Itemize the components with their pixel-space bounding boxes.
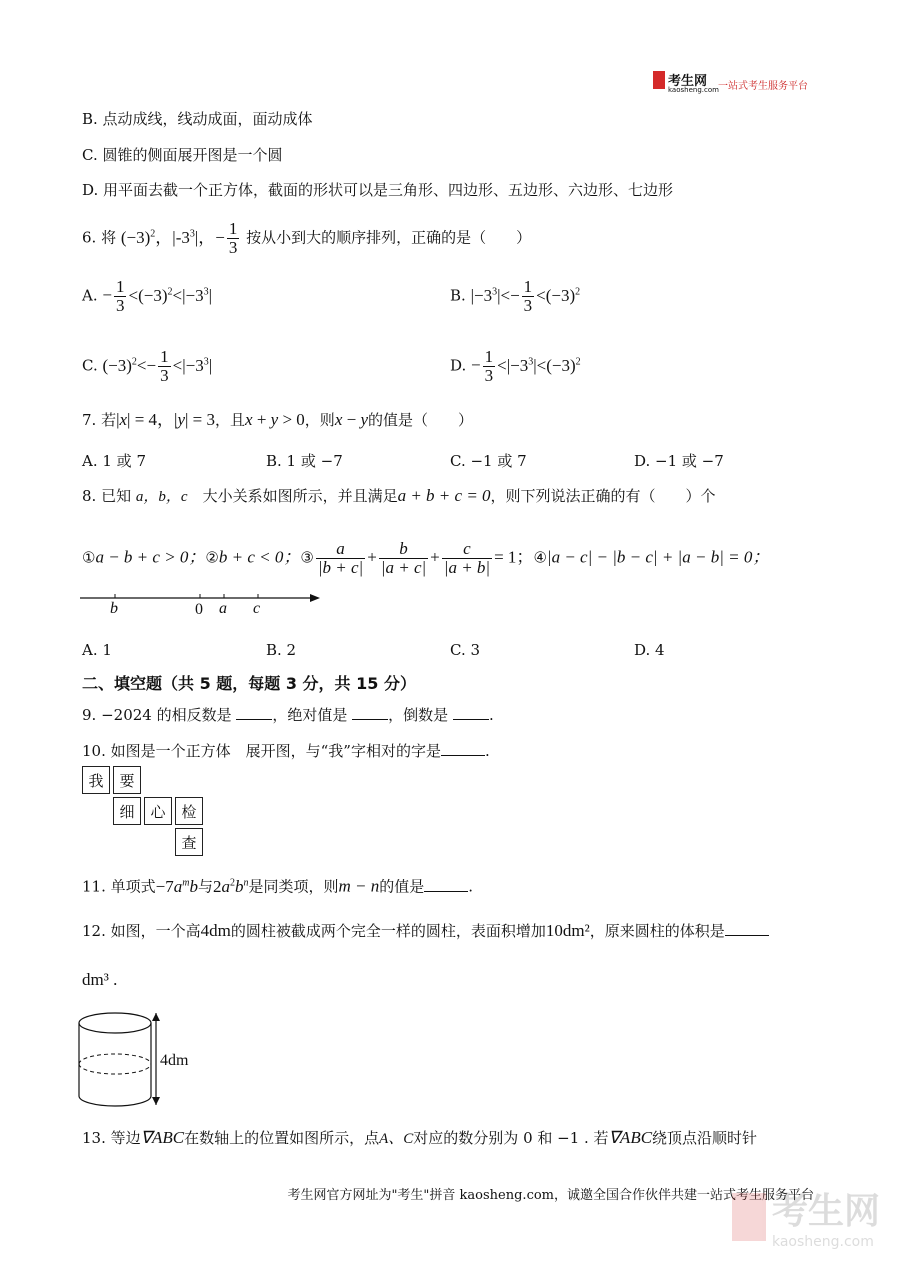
logo-sub: kaosheng.com bbox=[668, 86, 719, 94]
section-title: 二、填空题（共 5 题，每题 3 分，共 15 分） bbox=[82, 674, 416, 693]
q8-option-a: A. 1 bbox=[82, 641, 112, 659]
footer-text: 考生网官方网址为"考生"拼音 kaosheng.com，诚邀全国合作伙伴共建一站式考生服务平台 bbox=[287, 1188, 814, 1203]
q13: 13. 等边∇ABC在数轴上的位置如图所示，点A、C对应的数分别为 0 和 −1 . 若∇ABC绕顶点沿顺时针 bbox=[82, 1128, 758, 1147]
watermark: 考生网 kaosheng.com bbox=[732, 1183, 880, 1250]
cylinder-height-label: 4dm bbox=[160, 1052, 189, 1069]
q6-stem: 6. 将 $(-3)^2$，$|-3^3|$，− $\frac{1}{3}$ 按从小到大的顺序排列，正确的是（ ） bbox=[82, 219, 532, 257]
q6-option-a: A. − $\frac{1}{3}$ $<(-3)^2<|-3^3|$ bbox=[82, 277, 212, 315]
q7-option-d: D. −1 或 −7 bbox=[634, 452, 724, 470]
header-slogan: 一站式考生服务平台 bbox=[718, 81, 808, 92]
q7-option-b: B. 1 或 −7 bbox=[266, 452, 343, 470]
axis-label-0: 0 bbox=[195, 601, 203, 618]
q9: 9. −2024 的相反数是 ，绝对值是 ，倒数是 . bbox=[82, 706, 494, 724]
net-cell: 查 bbox=[175, 828, 203, 856]
q8-option-d: D. 4 bbox=[634, 641, 665, 659]
q6-option-c: C. $(-3)^2<-$ $\frac{1}{3}$ $<|-3^3|$ bbox=[82, 347, 213, 385]
axis-label-a: a bbox=[219, 600, 227, 617]
q6-option-b: B. $|-3^3|<-$ $\frac{1}{3}$ $<(-3)^2$ bbox=[450, 277, 581, 315]
q12-unit: dm³ . bbox=[82, 970, 118, 989]
net-cell: 要 bbox=[113, 766, 141, 794]
net-cell: 心 bbox=[144, 797, 172, 825]
net-cell: 检 bbox=[175, 797, 203, 825]
net-cell: 细 bbox=[113, 797, 141, 825]
q5-option-b: B. 点动成线，线动成面，面动成体 bbox=[82, 110, 313, 128]
axis-label-b: b bbox=[110, 600, 118, 617]
q8-conditions: ①a − b + c > 0；②b + c < 0；③ $\frac{a}{|b + c|}$ + $\frac{b}{|a + c|}$ + $\frac{c}{|a + b|}$ = 1；④|a − c| − |b − c| + |a − b| = 0； bbox=[82, 539, 770, 577]
logo-text: 考生网 bbox=[668, 74, 708, 89]
watermark-logo-icon bbox=[732, 1193, 766, 1241]
q8-option-b: B. 2 bbox=[266, 641, 297, 659]
logo-mark-icon bbox=[653, 71, 665, 89]
q5-option-d: D. 用平面去截一个正方体，截面的形状可以是三角形、四边形、五边形、六边形、七边形 bbox=[82, 181, 674, 199]
q7-option-a: A. 1 或 7 bbox=[82, 452, 146, 470]
q6-option-d: D. − $\frac{1}{3}$ $<|-3^3|<(-3)^2$ bbox=[450, 347, 581, 385]
q7-stem: 7. 若|x| = 4，|y| = 3，且x + y > 0，则x − y的值是（ ） bbox=[82, 410, 474, 429]
q5-option-c: C. 圆锥的侧面展开图是一个圆 bbox=[82, 146, 283, 164]
q12: 12. 如图，一个高4dm的圆柱被截成两个完全一样的圆柱，表面积增加10dm²，原来圆柱的体积是 bbox=[82, 921, 769, 941]
q7-option-c: C. −1 或 7 bbox=[450, 452, 527, 470]
axis-label-c: c bbox=[253, 600, 261, 617]
q11: 11. 单项式$-7a^mb$与$2a^2b^n$是同类项，则m − n的值是 . bbox=[82, 876, 474, 896]
q8-option-c: C. 3 bbox=[450, 641, 481, 659]
net-cell: 我 bbox=[82, 766, 110, 794]
q10: 10. 如图是一个正方体 展开图，与“我”字相对的字是 . bbox=[82, 742, 490, 760]
q8-stem: 8. 已知 a，b，c 大小关系如图所示，并且满足a + b + c = 0，则下列说法正确的有（ ）个 bbox=[82, 486, 716, 505]
